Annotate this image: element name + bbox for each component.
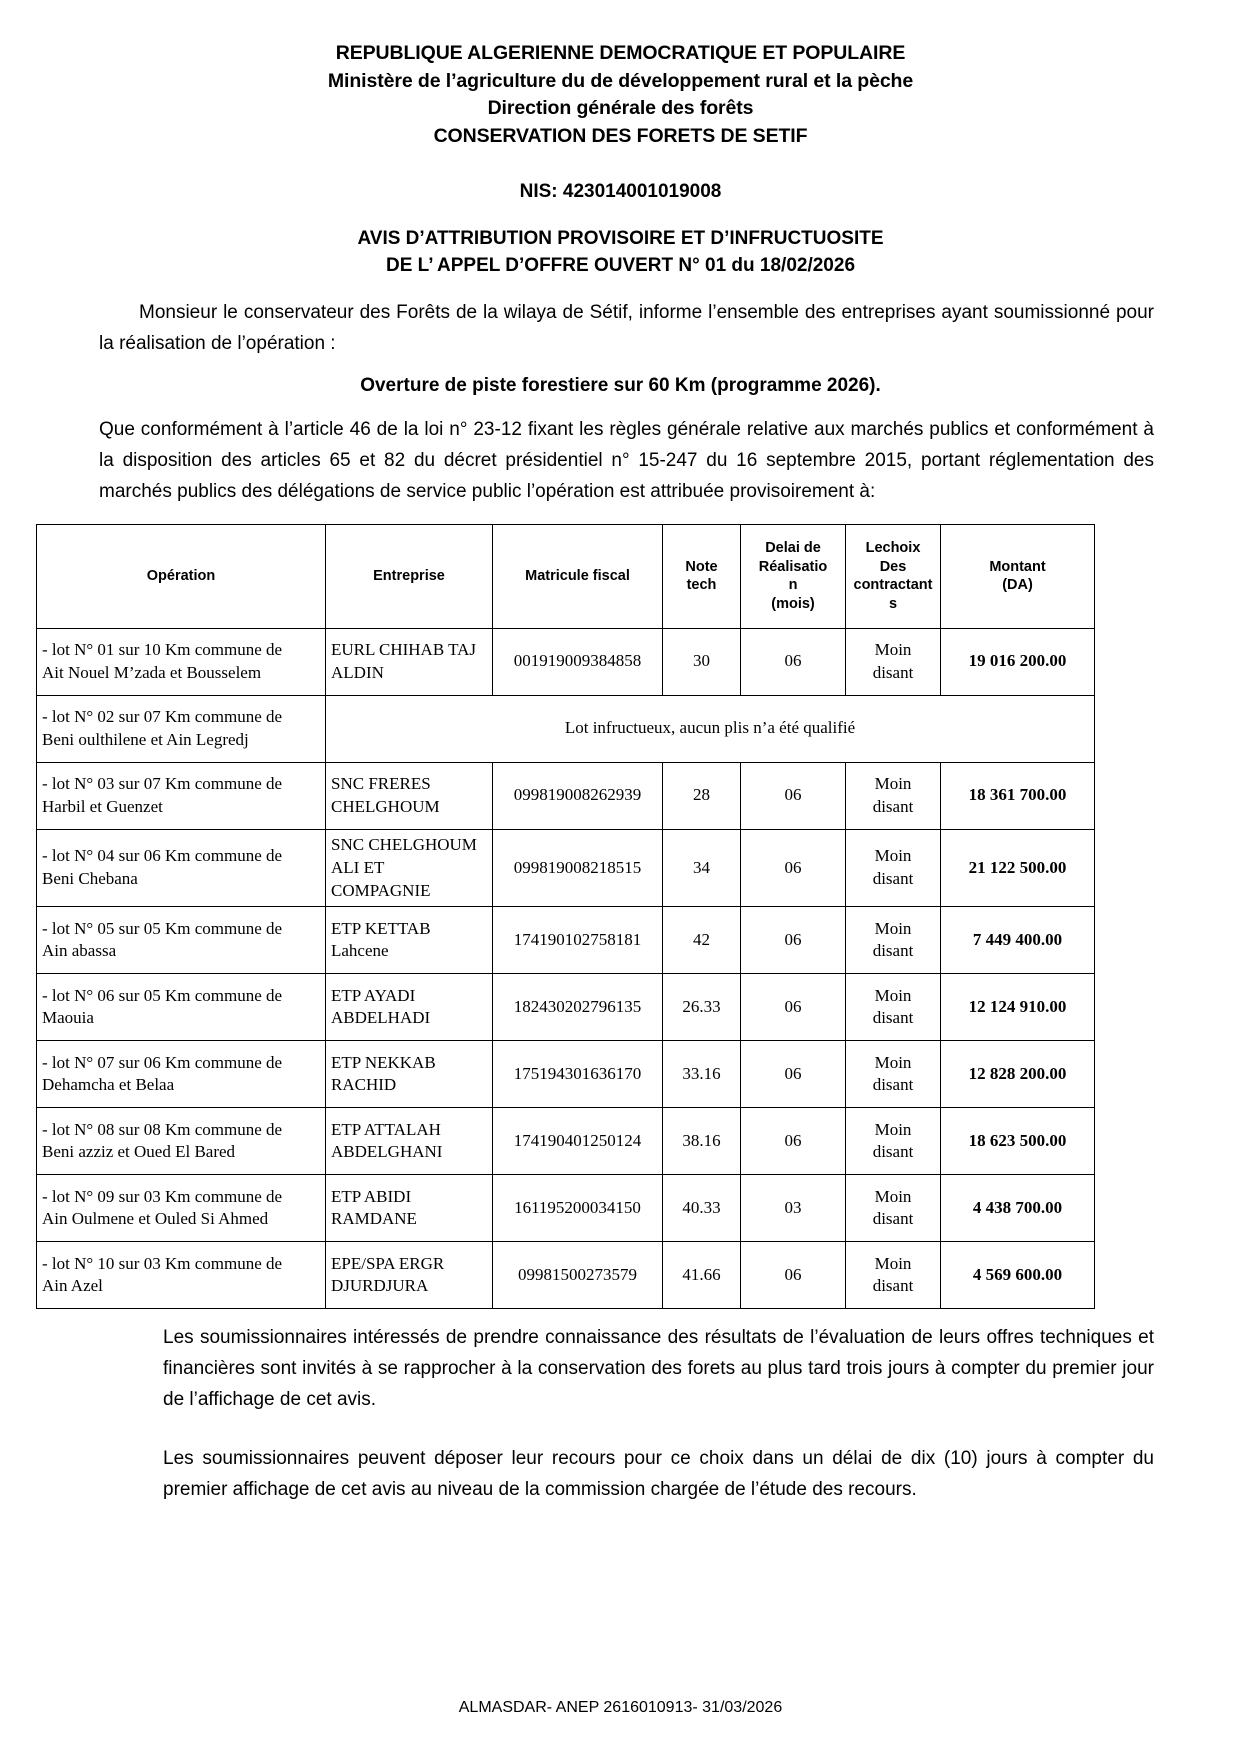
col-header-choix-l2: Des	[879, 558, 907, 575]
cell-operation	[37, 1041, 326, 1108]
cell-delai: 03	[741, 1175, 846, 1242]
choix-line2: disant	[872, 1142, 914, 1162]
cell-entreprise	[326, 829, 493, 907]
col-header-delai-l3: n	[788, 577, 798, 594]
anep-reference: ALMASDAR- ANEP 2616010913- 31/03/2026	[458, 1699, 783, 1716]
notice-title	[63, 225, 1178, 280]
operation-line1: - lot N° 07 sur 06 Km commune de	[42, 1052, 283, 1072]
entreprise-line1: ETP ATTALAH	[331, 1119, 441, 1139]
cell-entreprise	[326, 1175, 493, 1242]
choix-line2: disant	[872, 662, 914, 682]
cell-matricule: 161195200034150	[493, 1175, 663, 1242]
cell-operation	[37, 628, 326, 695]
header-line-ministry: Ministère de l’agriculture du de développement rural et la pèche	[327, 69, 914, 92]
operation-line2: Maouia	[42, 1008, 94, 1028]
cell-operation	[37, 1175, 326, 1242]
choix-line2: disant	[872, 941, 914, 961]
table-row	[37, 907, 1095, 974]
table-row	[37, 695, 1095, 762]
cell-delai: 06	[741, 1242, 846, 1309]
operation-line1: - lot N° 02 sur 07 Km commune de	[42, 706, 283, 726]
footer-paragraph-2: Les soumissionnaires peuvent déposer leur recours pour ce choix dans un délai de dix (10) jours à compter du premier affichage de cet avis au niveau de la commission chargée de l’étude des recours.	[163, 1447, 1154, 1500]
choix-line2: disant	[872, 1209, 914, 1229]
cell-note-tech: 28	[663, 762, 741, 829]
entreprise-line2: ABDELHADI	[331, 1008, 431, 1028]
entreprise-line2: CHELGHOUM	[331, 796, 440, 816]
operation-line2: Beni Chebana	[42, 869, 138, 889]
col-header-note-l1: Note	[685, 558, 718, 575]
cell-choix-contractant	[846, 974, 941, 1041]
col-header-delai	[741, 524, 846, 628]
header-line-direction: Direction générale des forêts	[487, 97, 754, 120]
cell-montant: 4 438 700.00	[941, 1175, 1095, 1242]
choix-line1: Moin	[874, 1253, 912, 1273]
operation-line1: - lot N° 06 sur 05 Km commune de	[42, 985, 283, 1005]
choix-line1: Moin	[874, 1052, 912, 1072]
operation-line1: - lot N° 01 sur 10 Km commune de	[42, 639, 283, 659]
entreprise-line2: RAMDANE	[331, 1209, 417, 1229]
operation-line2: Ain Oulmene et Ouled Si Ahmed	[42, 1209, 269, 1229]
table-row	[37, 829, 1095, 907]
cell-note-tech: 42	[663, 907, 741, 974]
choix-line2: disant	[872, 869, 914, 889]
entreprise-line1: EURL CHIHAB TAJ	[331, 639, 477, 659]
cell-montant: 7 449 400.00	[941, 907, 1095, 974]
cell-montant: 19 016 200.00	[941, 628, 1095, 695]
entreprise-line2: RACHID	[331, 1075, 397, 1095]
cell-choix-contractant	[846, 907, 941, 974]
cell-operation	[37, 1242, 326, 1309]
table-body	[37, 628, 1095, 1309]
notice-title-line1: AVIS D’ATTRIBUTION PROVISOIRE ET D’INFRUCTUOSITE	[357, 227, 884, 249]
col-header-matricule: Matricule fiscal	[493, 524, 663, 628]
col-header-delai-l1: Delai de	[765, 540, 821, 557]
cell-operation	[37, 829, 326, 907]
table-row	[37, 1041, 1095, 1108]
cell-montant: 18 361 700.00	[941, 762, 1095, 829]
cell-entreprise	[326, 762, 493, 829]
table-row	[37, 1175, 1095, 1242]
entreprise-line2: DJURDJURA	[331, 1276, 429, 1296]
col-header-note-l2: tech	[686, 577, 717, 594]
entreprise-line2: Lahcene	[331, 941, 389, 961]
cell-operation	[37, 762, 326, 829]
cell-note-tech: 30	[663, 628, 741, 695]
table-row	[37, 628, 1095, 695]
cell-operation	[37, 974, 326, 1041]
table-row	[37, 762, 1095, 829]
operation-line2: Harbil et Guenzet	[42, 796, 163, 816]
col-header-operation: Opération	[37, 524, 326, 628]
cell-note-tech: 41.66	[663, 1242, 741, 1309]
choix-line1: Moin	[874, 985, 912, 1005]
entreprise-line1: EPE/SPA ERGR	[331, 1253, 445, 1273]
cell-choix-contractant	[846, 1242, 941, 1309]
entreprise-line2: ALI ET	[331, 857, 385, 877]
entreprise-line1: ETP NEKKAB	[331, 1052, 436, 1072]
operation-line1: - lot N° 03 sur 07 Km commune de	[42, 773, 283, 793]
operation-line2: Beni oulthilene et Ain Legredj	[42, 729, 249, 749]
cell-choix-contractant	[846, 1041, 941, 1108]
cell-matricule: 099819008218515	[493, 829, 663, 907]
entreprise-line1: ETP ABIDI	[331, 1186, 412, 1206]
cell-montant: 12 828 200.00	[941, 1041, 1095, 1108]
cell-choix-contractant	[846, 628, 941, 695]
cell-entreprise	[326, 974, 493, 1041]
cell-montant: 18 623 500.00	[941, 1108, 1095, 1175]
entreprise-line2: ABDELGHANI	[331, 1142, 443, 1162]
col-header-choix-l1: Lechoix	[865, 540, 921, 557]
cell-entreprise	[326, 1041, 493, 1108]
cell-entreprise	[326, 628, 493, 695]
cell-choix-contractant	[846, 762, 941, 829]
operation-line2: Ain abassa	[42, 941, 117, 961]
cell-matricule: 182430202796135	[493, 974, 663, 1041]
cell-matricule: 174190401250124	[493, 1108, 663, 1175]
nis-number: NIS: 423014001019008	[519, 180, 722, 202]
cell-choix-contractant	[846, 1108, 941, 1175]
cell-montant: 4 569 600.00	[941, 1242, 1095, 1309]
col-header-montant	[941, 524, 1095, 628]
entreprise-line3: COMPAGNIE	[331, 880, 431, 900]
col-header-delai-l2: Réalisatio	[758, 558, 828, 575]
choix-line1: Moin	[874, 846, 912, 866]
table-row	[37, 1108, 1095, 1175]
col-header-montant-l2: (DA)	[1002, 577, 1033, 594]
cell-montant: 12 124 910.00	[941, 974, 1095, 1041]
cell-delai: 06	[741, 907, 846, 974]
footer-paragraph-1: Les soumissionnaires intéressés de prendre connaissance des résultats de l’évaluation de leurs offres techniques et financières sont invités à se rapprocher à la conservation des forets au plus tard trois jours à compter du premier jour de l’affichage de cet avis.	[163, 1327, 1154, 1411]
entreprise-line1: SNC CHELGHOUM	[331, 834, 477, 854]
col-header-note	[663, 524, 741, 628]
choix-line1: Moin	[874, 639, 912, 659]
col-header-entreprise: Entreprise	[326, 524, 493, 628]
choix-line1: Moin	[874, 773, 912, 793]
cell-montant: 21 122 500.00	[941, 829, 1095, 907]
operation-line2: Dehamcha et Belaa	[42, 1075, 175, 1095]
cell-note-tech: 38.16	[663, 1108, 741, 1175]
cell-delai: 06	[741, 829, 846, 907]
entreprise-line1: SNC FRERES	[331, 773, 431, 793]
operation-subject: Overture de piste forestiere sur 60 Km (programme 2026).	[360, 375, 881, 397]
cell-delai: 06	[741, 974, 846, 1041]
operation-line1: - lot N° 05 sur 05 Km commune de	[42, 918, 283, 938]
col-header-delai-l4: (mois)	[771, 595, 815, 612]
cell-note-tech: 33.16	[663, 1041, 741, 1108]
col-header-choix-l3: contractant	[853, 577, 933, 594]
choix-line1: Moin	[874, 918, 912, 938]
cell-delai: 06	[741, 762, 846, 829]
operation-line2: Ait Nouel M’zada et Bousselem	[42, 662, 262, 682]
operation-line1: - lot N° 09 sur 03 Km commune de	[42, 1186, 283, 1206]
cell-note-tech: 40.33	[663, 1175, 741, 1242]
cell-operation	[37, 907, 326, 974]
choix-line1: Moin	[874, 1186, 912, 1206]
attribution-table	[36, 524, 1095, 1310]
cell-matricule: 175194301636170	[493, 1041, 663, 1108]
table-header-row	[37, 524, 1095, 628]
cell-choix-contractant	[846, 829, 941, 907]
intro-paragraph: Monsieur le conservateur des Forêts de la wilaya de Sétif, informe l’ensemble des entreprises ayant soumissionné pour la réalisation de l’opération :	[99, 301, 1154, 354]
choix-line2: disant	[872, 1276, 914, 1296]
notice-title-line2: DE L’ APPEL D’OFFRE OUVERT N° 01 du 18/02/2026	[385, 255, 856, 277]
cell-note-tech: 34	[663, 829, 741, 907]
cell-matricule: 001919009384858	[493, 628, 663, 695]
table-row	[37, 1242, 1095, 1309]
cell-entreprise	[326, 907, 493, 974]
operation-line1: - lot N° 10 sur 03 Km commune de	[42, 1253, 283, 1273]
entreprise-line1: ETP KETTAB	[331, 918, 431, 938]
operation-line2: Beni azziz et Oued El Bared	[42, 1142, 236, 1162]
cell-matricule: 09981500273579	[493, 1242, 663, 1309]
operation-line1: - lot N° 08 sur 08 Km commune de	[42, 1119, 283, 1139]
header-line-republic: REPUBLIQUE ALGERIENNE DEMOCRATIQUE ET POPULAIRE	[335, 42, 906, 64]
choix-line2: disant	[872, 1008, 914, 1028]
entreprise-line1: ETP AYADI	[331, 985, 416, 1005]
cell-delai: 06	[741, 1108, 846, 1175]
entreprise-line2: ALDIN	[331, 662, 384, 682]
document-header	[63, 40, 1178, 151]
cell-delai: 06	[741, 1041, 846, 1108]
operation-line1: - lot N° 04 sur 06 Km commune de	[42, 846, 283, 866]
cell-matricule: 099819008262939	[493, 762, 663, 829]
col-header-choix	[846, 524, 941, 628]
cell-infructueux-notice: Lot infructueux, aucun plis n’a été qualifié	[326, 695, 1095, 762]
cell-operation	[37, 1108, 326, 1175]
cell-entreprise	[326, 1108, 493, 1175]
cell-matricule: 174190102758181	[493, 907, 663, 974]
col-header-choix-l4: s	[888, 595, 898, 612]
cell-operation	[37, 695, 326, 762]
legal-paragraph: Que conformément à l’article 46 de la loi n° 23-12 fixant les règles générale relative aux marchés publics et conformément à la disposition des articles 65 et 82 du décret présidentiel n° 15-247 du 16 septembre 2015, portant réglementation des marchés publics des délégations de service public l’opération est attribuée provisoirement à:	[99, 419, 1154, 502]
cell-entreprise	[326, 1242, 493, 1309]
choix-line2: disant	[872, 796, 914, 816]
table-row	[37, 974, 1095, 1041]
cell-note-tech: 26.33	[663, 974, 741, 1041]
operation-line2: Ain Azel	[42, 1276, 103, 1296]
col-header-montant-l1: Montant	[989, 558, 1046, 575]
header-line-conservation: CONSERVATION DES FORETS DE SETIF	[433, 125, 808, 148]
cell-choix-contractant	[846, 1175, 941, 1242]
cell-delai: 06	[741, 628, 846, 695]
choix-line2: disant	[872, 1075, 914, 1095]
choix-line1: Moin	[874, 1119, 912, 1139]
